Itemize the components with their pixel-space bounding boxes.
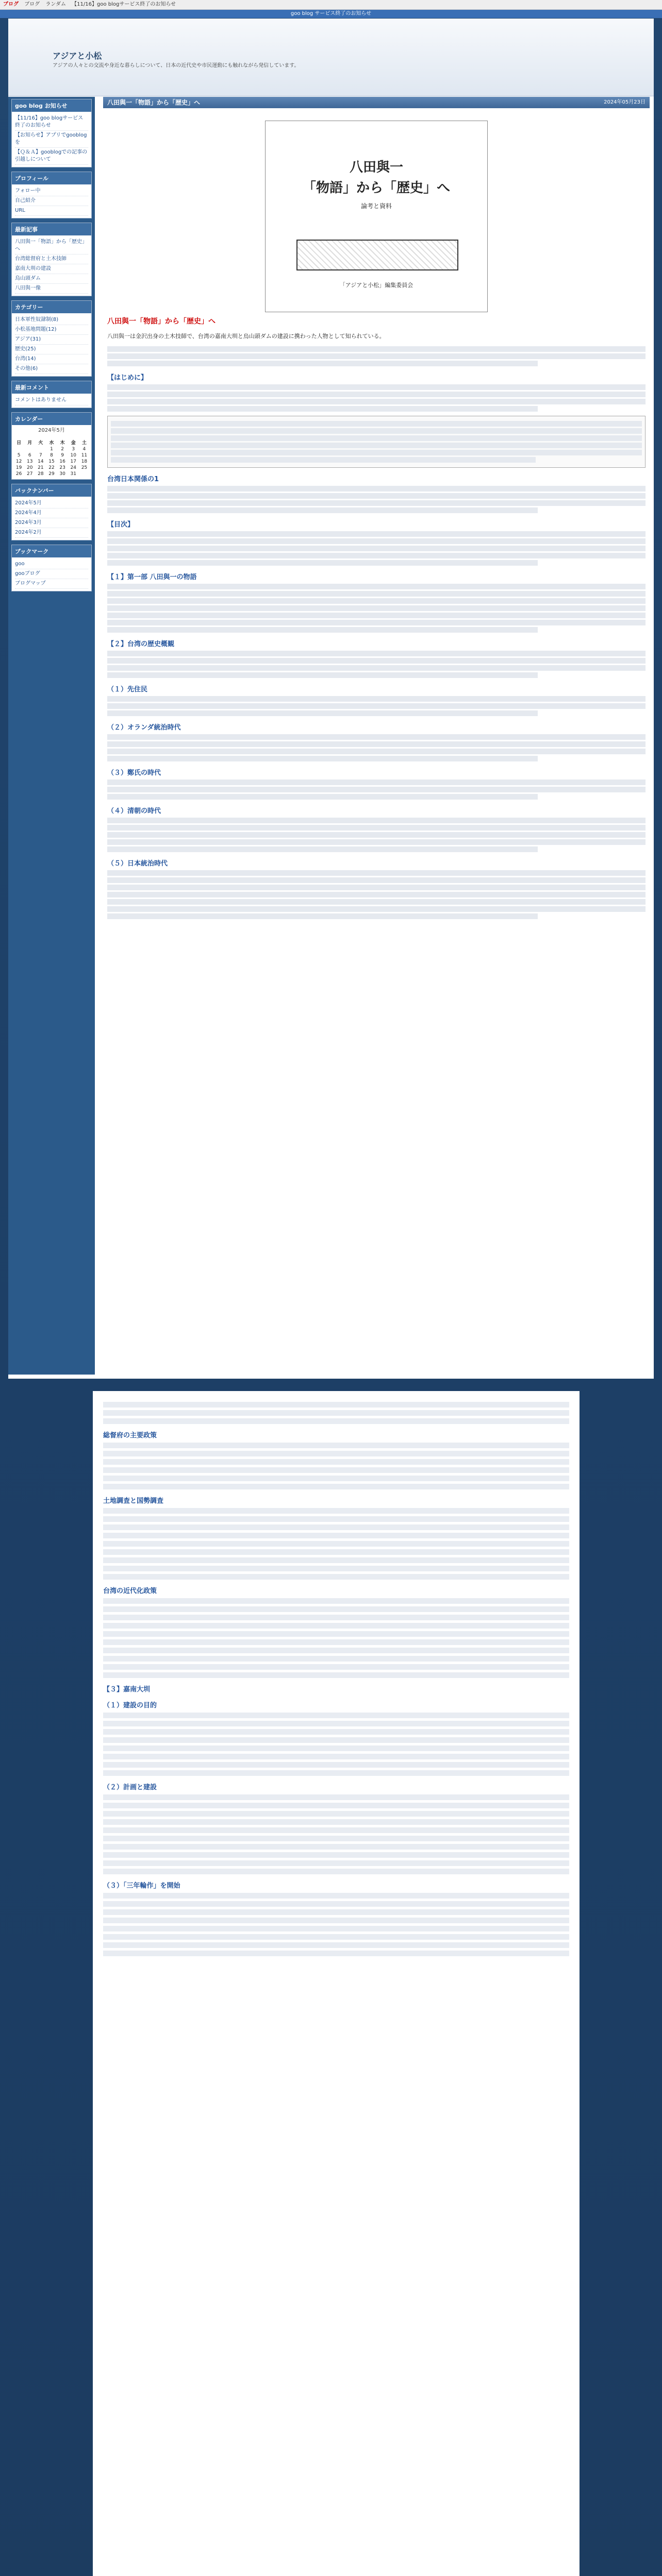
cover-title-2: 「物語」から「歴史」へ <box>302 180 450 196</box>
section-heading: 【２】台湾の歴史概観 <box>107 640 175 648</box>
sidebar-heading: プロフィール <box>12 172 91 184</box>
post-header <box>103 97 650 108</box>
follow-button[interactable]: フォロー中 <box>15 187 88 196</box>
post-date: 2024年05月23日 <box>604 99 646 105</box>
sidebar-box-recent <box>11 223 92 296</box>
sidebar-heading: goo blog お知らせ <box>12 99 91 112</box>
sidebar-box-archive <box>11 484 92 540</box>
section-heading: （１）建設の目的 <box>103 1702 157 1709</box>
sidebar-box-notice <box>11 99 92 167</box>
cover-publisher: 「アジアと小松」編集委員会 <box>339 282 413 289</box>
category-link[interactable]: アジア(31) <box>15 335 88 345</box>
sidebar-heading: 最新記事 <box>12 223 91 235</box>
post-body <box>103 317 650 919</box>
sidebar-text: 自己紹介 <box>15 196 88 206</box>
topbar-link-1[interactable]: ブログ <box>24 2 40 7</box>
section-heading: 【目次】 <box>107 521 135 529</box>
sidebar-box-category <box>11 300 92 377</box>
topbar-link-2[interactable]: ランダム <box>45 2 66 7</box>
archive-link[interactable]: 2024年2月 <box>15 528 88 538</box>
section-heading: 【１】第一部 八田與一の物語 <box>107 573 197 581</box>
lower-continuation <box>93 1391 580 2576</box>
blog-header <box>8 19 654 96</box>
section-heading: （５）日本統治時代 <box>107 860 168 868</box>
archive-link[interactable]: 2024年5月 <box>15 499 88 509</box>
left-sidebar <box>8 97 95 1375</box>
section-heading: （１）先住民 <box>107 686 148 693</box>
topbar-link-3[interactable]: 【11/16】goo blogサービス終了のお知らせ <box>72 2 176 7</box>
cover-title: 八田與一 <box>349 160 403 175</box>
sidebar-link[interactable]: 【お知らせ】アプリでgooblogを <box>15 131 88 148</box>
section-heading: （２）計画と建設 <box>103 1784 157 1791</box>
cover-decoration <box>296 240 458 270</box>
section-heading: （２）オランダ統治時代 <box>107 724 181 732</box>
sidebar-heading: カテゴリー <box>12 301 91 313</box>
archive-link[interactable]: 2024年3月 <box>15 518 88 528</box>
calendar-month: 2024年5月 <box>38 428 65 433</box>
section-heading: 総督府の主要政策 <box>103 1432 157 1439</box>
category-link[interactable]: 日本軍性奴隷制(8) <box>15 315 88 325</box>
post-category[interactable]: 八田與一「物語」から「歴史」へ <box>107 99 201 106</box>
blog-container <box>8 19 654 1379</box>
calendar-grid: 日 月 火 水 木 金 土 1 2 3 4 5 6 7 8 9 10 11 12 13 14 15 16 17 18 19 20 21 22 23 24 25 26 27 28 29 30 31 <box>15 440 88 477</box>
sidebar-heading: バックナンバー <box>12 484 91 497</box>
sidebar-link[interactable]: URL <box>15 206 88 216</box>
section-heading: 【３】嘉南大圳 <box>103 1686 151 1693</box>
quote-box <box>107 416 646 468</box>
section-heading: （３）「三年輪作」を開始 <box>103 1882 180 1890</box>
cover-image <box>265 121 488 312</box>
category-link[interactable]: 小松基地問題(12) <box>15 325 88 335</box>
sidebar-heading: カレンダー <box>12 413 91 425</box>
section-heading: 台湾の近代化政策 <box>103 1587 157 1595</box>
bookmark-link[interactable]: goo <box>15 560 88 569</box>
recent-post-link[interactable]: 嘉南大圳の建設 <box>15 264 88 274</box>
sidebar-box-calendar <box>11 412 92 480</box>
cover-subtitle: 論考と資料 <box>360 202 392 210</box>
recent-post-link[interactable]: 八田與一「物語」から「歴史」へ <box>15 238 88 255</box>
blog-description: アジアの人々との交流や身近な暮らしについて、日本の近代史や市民運動にも触れながら発信しています。 <box>53 63 300 69</box>
recent-post-link[interactable]: 台湾総督府と土木技師 <box>15 255 88 264</box>
sidebar-box-profile <box>11 172 92 218</box>
sidebar-text: コメントはありません <box>15 396 88 405</box>
sidebar-box-comments <box>11 381 92 408</box>
category-link[interactable]: 台湾(14) <box>15 354 88 364</box>
recent-post-link[interactable]: 八田與一像 <box>15 284 88 294</box>
goo-logo[interactable]: ブログ <box>3 2 19 7</box>
sidebar-heading: ブックマーク <box>12 545 91 557</box>
recent-post-link[interactable]: 烏山頭ダム <box>15 274 88 284</box>
category-link[interactable]: 歴史(25) <box>15 345 88 354</box>
post-text: 八田與一は金沢出身の土木技師で、台湾の嘉南大圳と烏山頭ダムの建設に携わった人物として知られている。 <box>107 333 385 340</box>
main-column <box>103 97 650 921</box>
blog-title[interactable]: アジアと小松 <box>53 51 102 61</box>
post-title: 八田與一「物語」から「歴史」へ <box>107 317 216 326</box>
section-heading: （３）鄭氏の時代 <box>107 769 161 777</box>
sidebar-link[interactable]: 【Ｑ＆Ａ】gooblogでの記事の引越しについて <box>15 148 88 165</box>
section-heading: 台湾日本関係の1 <box>107 476 159 483</box>
sidebar-heading: 最新コメント <box>12 381 91 394</box>
category-link[interactable]: その他(6) <box>15 364 88 374</box>
sidebar-box-bookmark <box>11 545 92 591</box>
bookmark-link[interactable]: gooブログ <box>15 569 88 579</box>
archive-link[interactable]: 2024年4月 <box>15 509 88 518</box>
section-heading: 土地調査と国勢調査 <box>103 1497 164 1505</box>
top-bar <box>0 0 662 10</box>
bookmark-link[interactable]: ブログマップ <box>15 579 88 589</box>
section-heading: 【はじめに】 <box>107 374 148 382</box>
sidebar-link[interactable]: 【11/16】goo blogサービス終了のお知らせ <box>15 114 88 131</box>
promo-banner[interactable]: goo blog サービス終了のお知らせ <box>0 10 662 18</box>
section-heading: （４）清朝の時代 <box>107 807 161 815</box>
